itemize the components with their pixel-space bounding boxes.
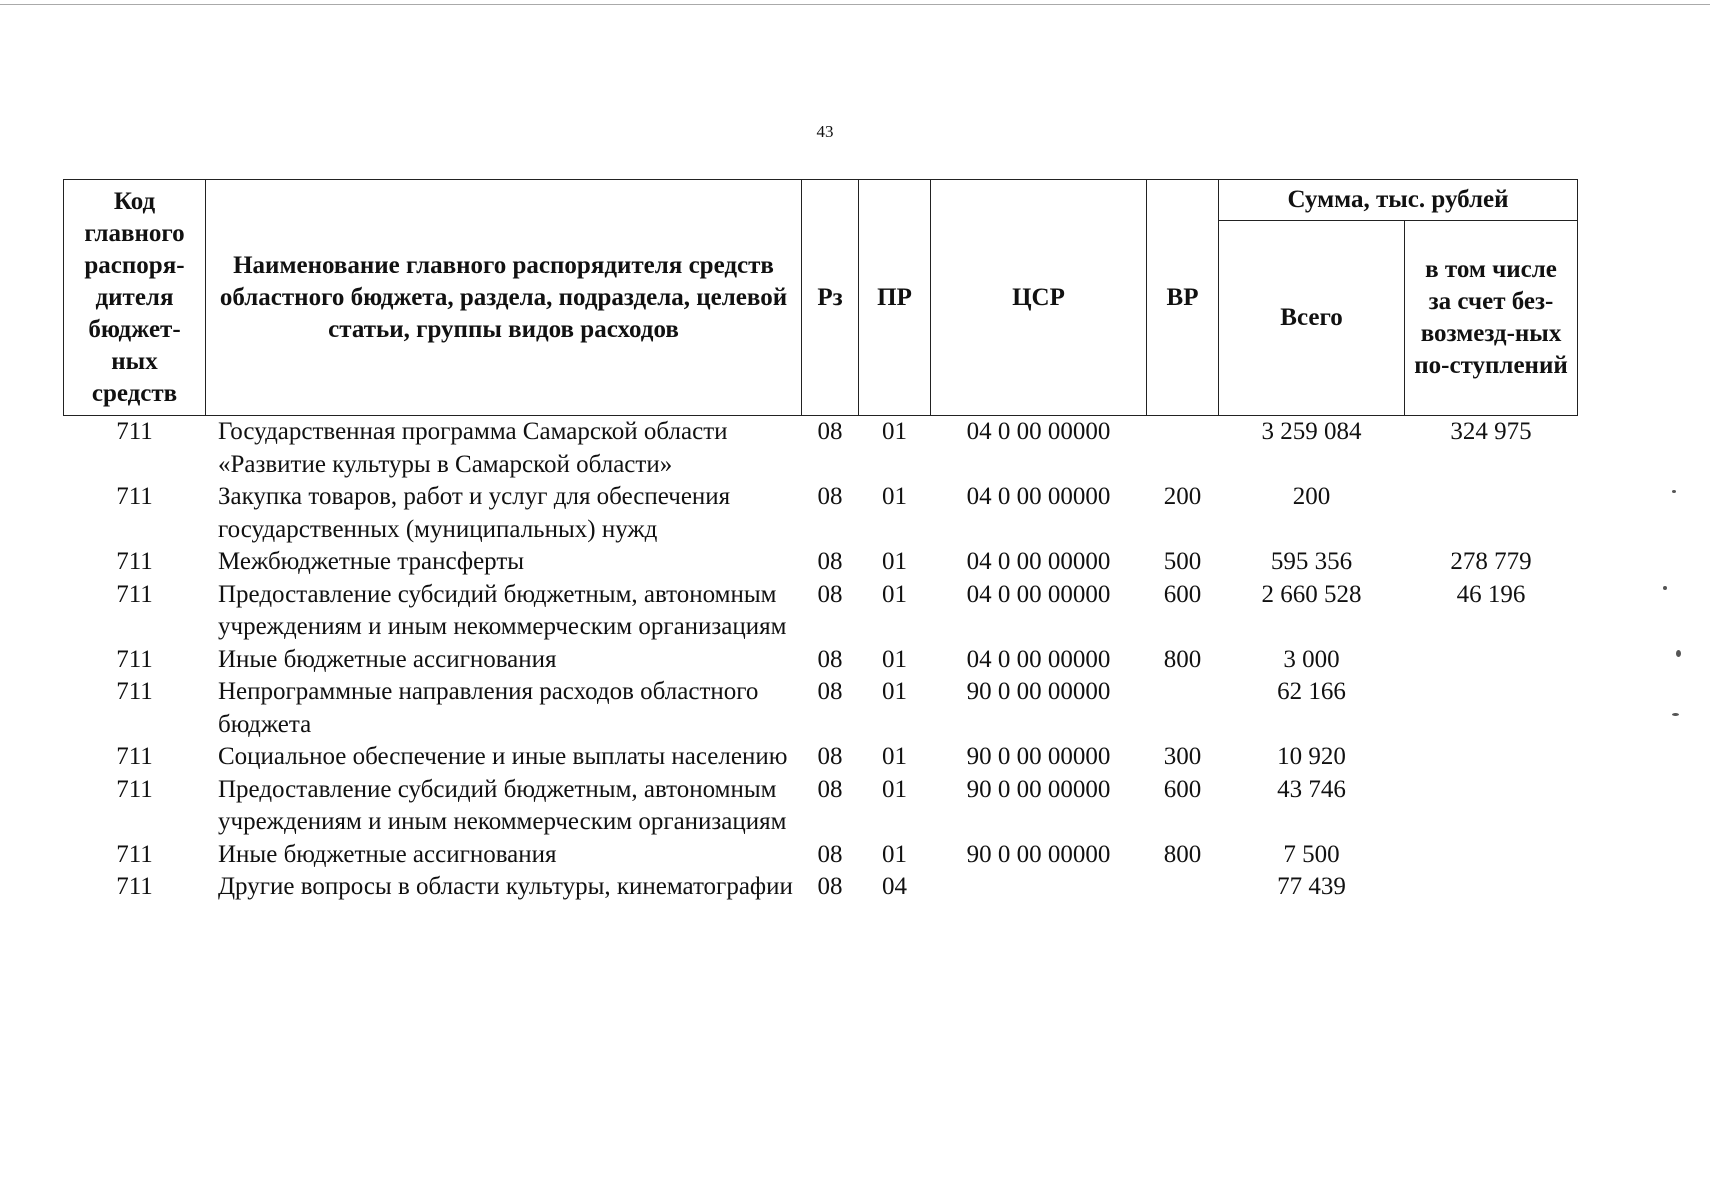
cell-free: 46 196 [1456,580,1526,608]
cell-total: 77 439 [1277,873,1346,900]
cell-free [1405,676,1578,741]
cell-total: 2 660 528 [1261,580,1362,608]
cell-csr: 90 0 00 00000 [966,775,1111,803]
cell-code: 711 [116,775,153,803]
cell-code: 711 [116,418,153,445]
cell-total: 10 920 [1277,743,1346,770]
scan-speck [1663,586,1667,590]
cell-csr: 90 0 00 00000 [966,743,1111,770]
cell-code: 711 [116,483,153,510]
cell-total: 595 356 [1270,548,1353,575]
table-row [64,644,1578,677]
cell-csr: 90 0 00 00000 [966,678,1111,705]
cell-rz: 08 [817,840,843,868]
cell-free: 278 779 [1450,548,1532,575]
cell-vr [1147,871,1219,904]
table-row [64,416,1578,482]
table-header [64,180,1578,416]
cell-vr [1147,676,1219,741]
cell-free [1405,741,1578,774]
header-code: Код главного распоря-дителя бюджет-ных средств [64,180,206,416]
cell-vr: 800 [1163,840,1202,868]
cell-pr: 01 [882,483,907,510]
cell-name: Иные бюджетные ассигнования [218,645,557,673]
cell-free: 324 975 [1450,418,1532,445]
header-name: Наименование главного распорядителя средств областного бюджета, раздела, подраздела, целевой статьи, группы видов расходов [206,180,802,416]
cell-total: 3 000 [1283,645,1340,673]
cell-name: Предоставление субсидий бюджетным, автономным учреждениям и иным некоммерческим организациям [218,580,787,640]
cell-total: 43 746 [1277,775,1346,803]
cell-pr: 04 [882,873,907,900]
cell-name: Государственная программа Самарской области «Развитие культуры в Самарской области» [218,418,728,478]
cell-name: Другие вопросы в области культуры, кинематографии [218,873,793,900]
cell-code: 711 [116,645,153,673]
cell-rz: 08 [817,645,843,673]
page-number: 43 [816,122,834,141]
cell-rz: 08 [817,483,843,510]
scan-speck [1676,650,1681,657]
cell-code: 711 [116,678,153,705]
cell-pr: 01 [882,645,907,673]
cell-rz: 08 [817,775,843,803]
header-total: Всего [1219,221,1405,416]
cell-name: Закупка товаров, работ и услуг для обеспечения государственных (муниципальных) нужд [218,483,731,543]
cell-csr [931,871,1147,904]
scan-speck [1672,713,1679,716]
header-pr: ПР [859,180,931,416]
cell-csr: 04 0 00 00000 [966,418,1111,445]
header-csr: ЦСР [931,180,1147,416]
cell-free [1405,774,1578,839]
cell-code: 711 [116,840,153,868]
cell-rz: 08 [817,873,843,900]
cell-name: Социальное обеспечение и иные выплаты населению [218,743,788,770]
cell-free [1405,871,1578,904]
cell-csr: 04 0 00 00000 [966,580,1111,608]
table-row [64,676,1578,741]
budget-table [63,179,1578,904]
cell-vr: 300 [1163,743,1202,770]
cell-rz: 08 [817,580,843,608]
header-free: в том числе за счет без-возмезд-ных по-ступлений [1405,221,1578,416]
table-row [64,774,1578,839]
header-vr: ВР [1147,180,1219,416]
table-body [64,416,1578,904]
header-rz: Рз [802,180,859,416]
table-row [64,871,1578,904]
cell-csr: 90 0 00 00000 [966,840,1111,868]
scan-speck [1672,490,1676,493]
cell-total: 7 500 [1283,840,1340,868]
header-sum-group: Сумма, тыс. рублей [1219,180,1578,221]
table-row [64,481,1578,546]
cell-pr: 01 [882,548,907,575]
cell-vr: 200 [1163,483,1202,510]
cell-name: Предоставление субсидий бюджетным, автономным учреждениям и иным некоммерческим организациям [218,775,787,835]
cell-free [1405,481,1578,546]
page-top-edge [0,4,1710,5]
cell-pr: 01 [882,580,907,608]
cell-vr: 600 [1163,580,1202,608]
cell-rz: 08 [817,418,843,445]
cell-code: 711 [116,743,153,770]
cell-pr: 01 [882,743,907,770]
cell-code: 711 [116,873,153,900]
cell-vr: 800 [1163,645,1202,673]
cell-name: Иные бюджетные ассигнования [218,840,557,868]
cell-code: 711 [116,548,153,575]
cell-pr: 01 [882,840,907,868]
cell-csr: 04 0 00 00000 [966,548,1111,575]
cell-total: 3 259 084 [1261,418,1362,445]
table-row [64,741,1578,774]
cell-vr: 600 [1163,775,1202,803]
cell-vr [1147,416,1219,482]
cell-csr: 04 0 00 00000 [966,645,1111,673]
cell-rz: 08 [817,678,843,705]
cell-rz: 08 [817,743,843,770]
cell-free [1405,644,1578,677]
cell-name: Непрограммные направления расходов областного бюджета [218,678,759,738]
cell-pr: 01 [882,418,907,445]
cell-free [1405,839,1578,872]
cell-pr: 01 [882,678,907,705]
cell-csr: 04 0 00 00000 [966,483,1111,510]
table-row [64,839,1578,872]
table-row [64,579,1578,644]
cell-total: 62 166 [1277,678,1346,705]
cell-total: 200 [1292,483,1331,510]
table-row [64,546,1578,579]
cell-code: 711 [116,580,153,608]
cell-rz: 08 [817,548,843,575]
cell-name: Межбюджетные трансферты [218,548,525,575]
cell-vr: 500 [1163,548,1202,575]
cell-pr: 01 [882,775,907,803]
